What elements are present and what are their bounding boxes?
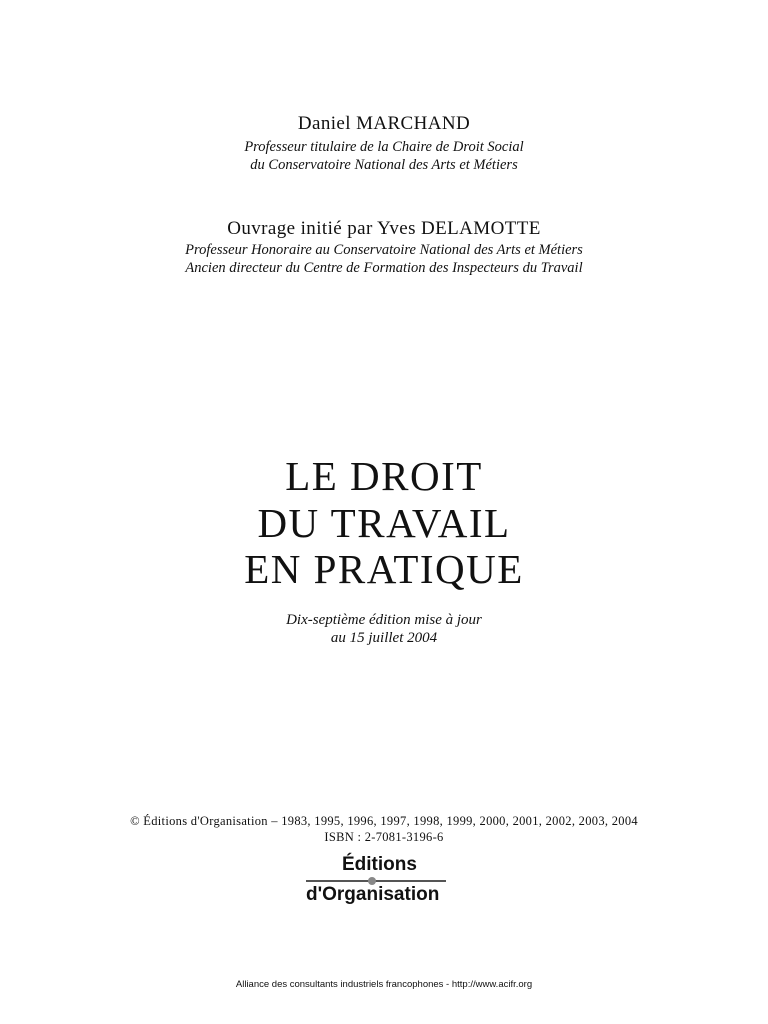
edition-line-1: Dix-septième édition mise à jour — [286, 612, 482, 628]
publisher-logo-line-1: Éditions — [342, 854, 417, 875]
author-role-line-1: Professeur titulaire de la Chaire de Droit Social — [244, 139, 524, 155]
initiator-role-line-1: Professeur Honoraire au Conservatoire National des Arts et Métiers — [185, 242, 583, 258]
edition-line-2: au 15 juillet 2004 — [330, 630, 438, 646]
copyright-notice: © Éditions d'Organisation – 1983, 1995, 1996, 1997, 1998, 1999, 2000, 2001, 2002, 2003, 2004 — [130, 814, 638, 828]
initiator-line: Ouvrage initié par Yves DELAMOTTE — [227, 218, 541, 239]
publisher-logo-bar — [306, 880, 446, 882]
isbn: ISBN : 2-7081-3196-6 — [324, 830, 444, 844]
publisher-logo-line-2: d'Organisation — [306, 884, 440, 905]
initiator-role-line-2: Ancien directeur du Centre de Formation des Inspecteurs du Travail — [185, 260, 583, 276]
publisher-logo — [300, 854, 470, 910]
footer-link-text: Alliance des consultants industriels francophones - http://www.acifr.org — [235, 979, 533, 990]
author-name: Daniel MARCHAND — [297, 113, 471, 134]
title-line-3: EN PRATIQUE — [244, 546, 524, 592]
title-line-1: LE DROIT — [285, 453, 483, 499]
author-role-line-2: du Conservatoire National des Arts et Métiers — [250, 157, 518, 173]
title-line-2: DU TRAVAIL — [257, 500, 511, 546]
